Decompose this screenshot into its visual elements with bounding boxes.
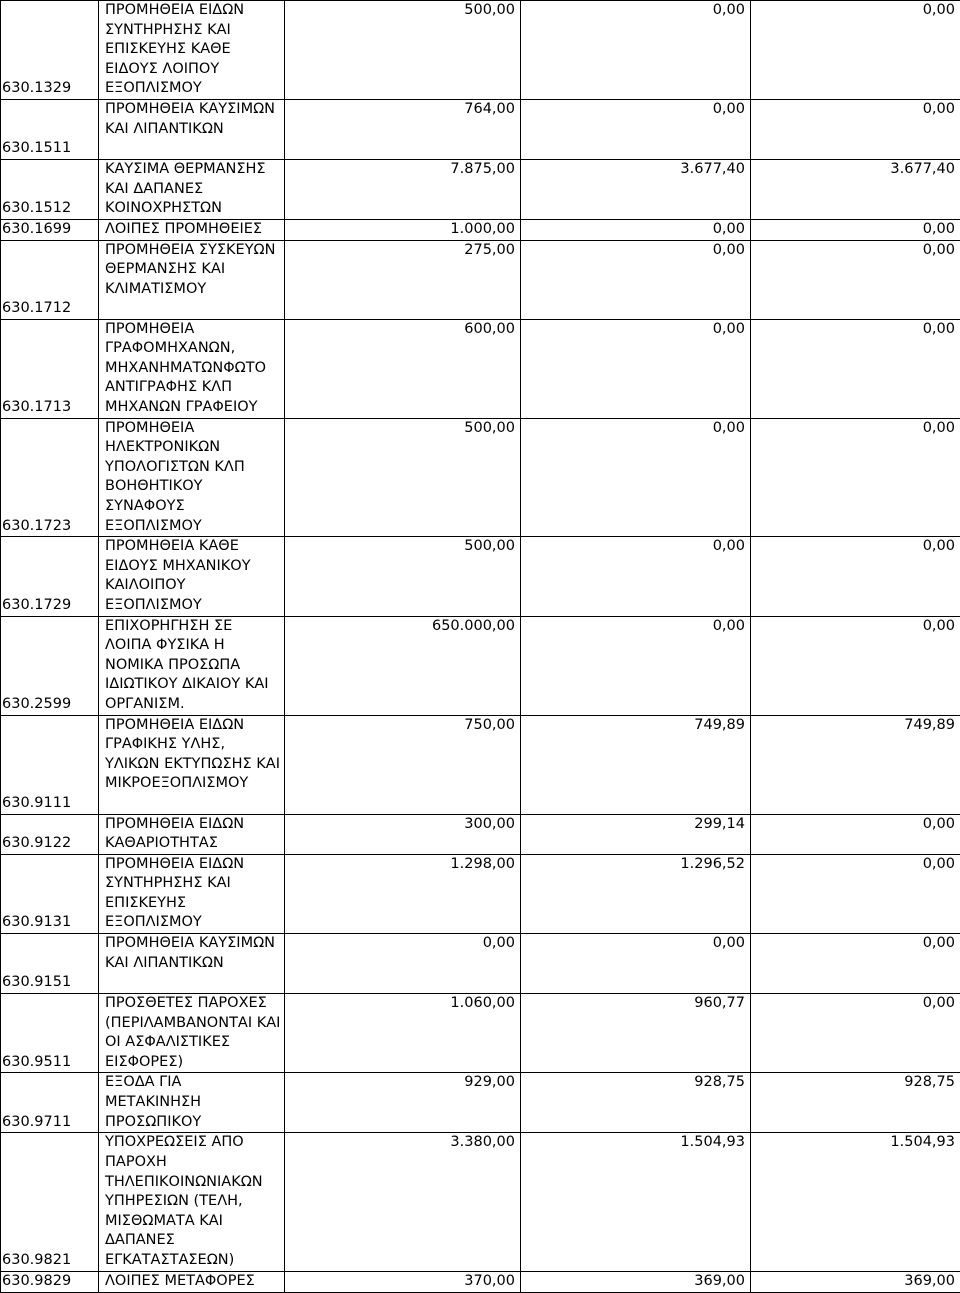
budgeted-amount: 929,00	[285, 1073, 521, 1133]
account-description: ΕΞΟΔΑ ΓΙΑ ΜΕΤΑΚΙΝΗΣΗ ΠΡΟΣΩΠΙΚΟΥ	[99, 1073, 285, 1133]
table-row	[1, 219, 960, 240]
paid-amount: 0,00	[751, 854, 960, 933]
paid-amount: 1.504,93	[751, 1133, 960, 1271]
committed-amount: 1.296,52	[521, 854, 751, 933]
account-code: 630.1329	[1, 1, 99, 100]
account-code: 630.9511	[1, 994, 99, 1073]
table-row	[1, 854, 960, 933]
budgeted-amount: 1.298,00	[285, 854, 521, 933]
account-description: ΛΟΙΠΕΣ ΜΕΤΑΦΟΡΕΣ	[99, 1271, 285, 1292]
paid-amount: 0,00	[751, 219, 960, 240]
committed-amount: 960,77	[521, 994, 751, 1073]
account-code: 630.1511	[1, 99, 99, 159]
committed-amount: 928,75	[521, 1073, 751, 1133]
paid-amount: 0,00	[751, 319, 960, 418]
paid-amount: 749,89	[751, 715, 960, 814]
account-description: ΕΠΙΧΟΡΗΓΗΣΗ ΣΕ ΛΟΙΠΑ ΦΥΣΙΚΑ Η ΝΟΜΙΚΑ ΠΡΟΣΩΠΑ ΙΔΙΩΤΙΚΟΥ ΔΙΚΑΙΟΥ ΚΑΙ ΟΡΓΑΝΙΣΜ.	[99, 616, 285, 715]
table-row	[1, 934, 960, 994]
account-code: 630.1713	[1, 319, 99, 418]
budgeted-amount: 650.000,00	[285, 616, 521, 715]
budgeted-amount: 500,00	[285, 418, 521, 537]
committed-amount: 0,00	[521, 616, 751, 715]
budgeted-amount: 275,00	[285, 240, 521, 319]
table-row	[1, 240, 960, 319]
paid-amount: 369,00	[751, 1271, 960, 1292]
account-code: 630.1729	[1, 537, 99, 616]
committed-amount: 749,89	[521, 715, 751, 814]
account-code: 630.9122	[1, 814, 99, 854]
account-code: 630.9111	[1, 715, 99, 814]
table-row	[1, 715, 960, 814]
account-code: 630.9711	[1, 1073, 99, 1133]
committed-amount: 0,00	[521, 537, 751, 616]
committed-amount: 299,14	[521, 814, 751, 854]
table-row	[1, 814, 960, 854]
committed-amount: 0,00	[521, 99, 751, 159]
account-description: ΠΡΟΜΗΘΕΙΑ ΗΛΕΚΤΡΟΝΙΚΩΝ ΥΠΟΛΟΓΙΣΤΩΝ ΚΛΠ ΒΟΗΘΗΤΙΚΟΥ ΣΥΝΑΦΟΥΣ ΕΞΟΠΛΙΣΜΟΥ	[99, 418, 285, 537]
account-description: ΛΟΙΠΕΣ ΠΡΟΜΗΘΕΙΕΣ	[99, 219, 285, 240]
budgeted-amount: 1.000,00	[285, 219, 521, 240]
account-description: ΠΡΟΜΗΘΕΙΑ ΣΥΣΚΕΥΩΝ ΘΕΡΜΑΝΣΗΣ ΚΑΙ ΚΛΙΜΑΤΙΣΜΟΥ	[99, 240, 285, 319]
paid-amount: 0,00	[751, 616, 960, 715]
account-description: ΠΡΟΜΗΘΕΙΑ ΓΡΑΦΟΜΗΧΑΝΩΝ, ΜΗΧΑΝΗΜΑΤΩΝΦΩΤΟ ΑΝΤΙΓΡΑΦΗΣ ΚΛΠ ΜΗΧΑΝΩΝ ΓΡΑΦΕΙΟΥ	[99, 319, 285, 418]
account-description: ΠΡΟΜΗΘΕΙΑ ΚΑΥΣΙΜΩΝ ΚΑΙ ΛΙΠΑΝΤΙΚΩΝ	[99, 99, 285, 159]
table-row	[1, 418, 960, 537]
committed-amount: 369,00	[521, 1271, 751, 1292]
account-description: ΥΠΟΧΡΕΩΣΕΙΣ ΑΠΟ ΠΑΡΟΧΗ ΤΗΛΕΠΙΚΟΙΝΩΝΙΑΚΩΝ ΥΠΗΡΕΣΙΩΝ (ΤΕΛΗ, ΜΙΣΘΩΜΑΤΑ ΚΑΙ ΔΑΠΑΝΕΣ ΕΓΚΑΤΑΣΤΑΣΕΩΝ)	[99, 1133, 285, 1271]
table-row	[1, 1073, 960, 1133]
table-row	[1, 1133, 960, 1271]
account-description: ΚΑΥΣΙΜΑ ΘΕΡΜΑΝΣΗΣ ΚΑΙ ΔΑΠΑΝΕΣ ΚΟΙΝΟΧΡΗΣΤΩΝ	[99, 159, 285, 219]
budgeted-amount: 7.875,00	[285, 159, 521, 219]
committed-amount: 0,00	[521, 240, 751, 319]
budgeted-amount: 0,00	[285, 934, 521, 994]
budgeted-amount: 500,00	[285, 1, 521, 100]
table-row	[1, 1271, 960, 1292]
committed-amount: 3.677,40	[521, 159, 751, 219]
account-code: 630.2599	[1, 616, 99, 715]
committed-amount: 0,00	[521, 418, 751, 537]
account-code: 630.9821	[1, 1133, 99, 1271]
table-row	[1, 537, 960, 616]
budgeted-amount: 300,00	[285, 814, 521, 854]
budgeted-amount: 1.060,00	[285, 994, 521, 1073]
paid-amount: 0,00	[751, 934, 960, 994]
paid-amount: 0,00	[751, 994, 960, 1073]
account-description: ΠΡΟΜΗΘΕΙΑ ΕΙΔΩΝ ΣΥΝΤΗΡΗΣΗΣ ΚΑΙ ΕΠΙΣΚΕΥΗΣ ΕΞΟΠΛΙΣΜΟΥ	[99, 854, 285, 933]
account-code: 630.9151	[1, 934, 99, 994]
budgeted-amount: 500,00	[285, 537, 521, 616]
committed-amount: 1.504,93	[521, 1133, 751, 1271]
paid-amount: 0,00	[751, 240, 960, 319]
committed-amount: 0,00	[521, 1, 751, 100]
table-row	[1, 319, 960, 418]
account-description: ΠΡΟΜΗΘΕΙΑ ΕΙΔΩΝ ΣΥΝΤΗΡΗΣΗΣ ΚΑΙ ΕΠΙΣΚΕΥΗΣ ΚΑΘΕ ΕΙΔΟΥΣ ΛΟΙΠΟΥ ΕΞΟΠΛΙΣΜΟΥ	[99, 1, 285, 100]
budgeted-amount: 600,00	[285, 319, 521, 418]
table-row	[1, 616, 960, 715]
table-row	[1, 1, 960, 100]
table-row	[1, 99, 960, 159]
paid-amount: 3.677,40	[751, 159, 960, 219]
account-description: ΠΡΟΜΗΘΕΙΑ ΚΑΥΣΙΜΩΝ ΚΑΙ ΛΙΠΑΝΤΙΚΩΝ	[99, 934, 285, 994]
paid-amount: 0,00	[751, 814, 960, 854]
account-code: 630.1699	[1, 219, 99, 240]
account-description: ΠΡΟΣΘΕΤΕΣ ΠΑΡΟΧΕΣ (ΠΕΡΙΛΑΜΒΑΝΟΝΤΑΙ ΚΑΙ ΟΙ ΑΣΦΑΛΙΣΤΙΚΕΣ ΕΙΣΦΟΡΕΣ)	[99, 994, 285, 1073]
paid-amount: 0,00	[751, 418, 960, 537]
account-description: ΠΡΟΜΗΘΕΙΑ ΕΙΔΩΝ ΚΑΘΑΡΙΟΤΗΤΑΣ	[99, 814, 285, 854]
budgeted-amount: 750,00	[285, 715, 521, 814]
account-code: 630.9131	[1, 854, 99, 933]
paid-amount: 0,00	[751, 99, 960, 159]
committed-amount: 0,00	[521, 934, 751, 994]
paid-amount: 928,75	[751, 1073, 960, 1133]
account-code: 630.1712	[1, 240, 99, 319]
paid-amount: 0,00	[751, 1, 960, 100]
account-code: 630.1723	[1, 418, 99, 537]
account-code: 630.9829	[1, 1271, 99, 1292]
account-description: ΠΡΟΜΗΘΕΙΑ ΚΑΘΕ ΕΙΔΟΥΣ ΜΗΧΑΝΙΚΟΥ ΚΑΙΛΟΙΠΟΥ ΕΞΟΠΛΙΣΜΟΥ	[99, 537, 285, 616]
committed-amount: 0,00	[521, 219, 751, 240]
committed-amount: 0,00	[521, 319, 751, 418]
budgeted-amount: 764,00	[285, 99, 521, 159]
table-row	[1, 994, 960, 1073]
budgeted-amount: 3.380,00	[285, 1133, 521, 1271]
budgeted-amount: 370,00	[285, 1271, 521, 1292]
paid-amount: 0,00	[751, 537, 960, 616]
account-code: 630.1512	[1, 159, 99, 219]
account-description: ΠΡΟΜΗΘΕΙΑ ΕΙΔΩΝ ΓΡΑΦΙΚΗΣ ΥΛΗΣ, ΥΛΙΚΩΝ ΕΚΤΥΠΩΣΗΣ ΚΑΙ ΜΙΚΡΟΕΞΟΠΛΙΣΜΟΥ	[99, 715, 285, 814]
table-row	[1, 159, 960, 219]
